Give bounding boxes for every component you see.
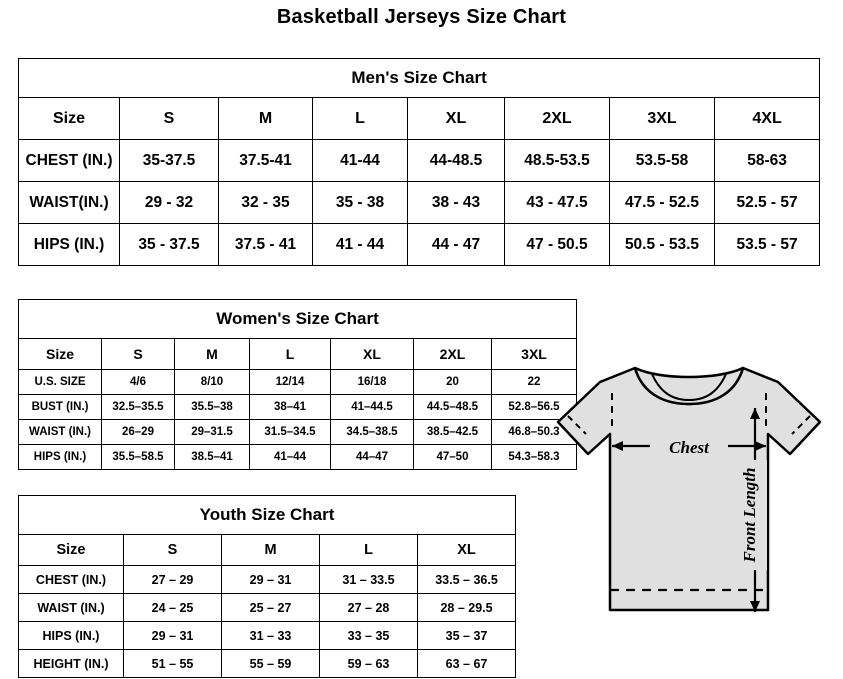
cell-waist-m: 32 - 35 — [219, 182, 313, 224]
cell-waist-s: 26–29 — [102, 420, 175, 445]
cell-hips-m: 37.5 - 41 — [219, 224, 313, 266]
row-label-waist: WAIST (IN.) — [19, 420, 102, 445]
cell-hips-4xl: 53.5 - 57 — [715, 224, 820, 266]
column-header-2xl: 2XL — [505, 98, 610, 140]
row-label-bust: BUST (IN.) — [19, 395, 102, 420]
row-label-height: HEIGHT (IN.) — [19, 650, 124, 678]
cell-waist-m: 29–31.5 — [175, 420, 250, 445]
column-header-size: Size — [19, 535, 124, 566]
column-header-3xl: 3XL — [610, 98, 715, 140]
cell-height-l: 59 – 63 — [320, 650, 418, 678]
column-header-size: Size — [19, 98, 120, 140]
cell-waist-m: 25 – 27 — [222, 594, 320, 622]
cell-bust-l: 38–41 — [250, 395, 331, 420]
cell-bust-2xl: 44.5–48.5 — [414, 395, 492, 420]
row-label-waist: WAIST(IN.) — [19, 182, 120, 224]
cell-hips-l: 33 – 35 — [320, 622, 418, 650]
cell-chest-2xl: 48.5-53.5 — [505, 140, 610, 182]
cell-waist-xl: 38 - 43 — [408, 182, 505, 224]
cell-height-xl: 63 – 67 — [418, 650, 516, 678]
page-title: Basketball Jerseys Size Chart — [276, 6, 567, 28]
cell-hips-s: 35 - 37.5 — [120, 224, 219, 266]
cell-us-size-xl: 16/18 — [331, 370, 414, 395]
table-title-row — [19, 496, 516, 535]
cell-waist-l: 31.5–34.5 — [250, 420, 331, 445]
row-label-us-size: U.S. SIZE — [19, 370, 102, 395]
cell-waist-2xl: 43 - 47.5 — [505, 182, 610, 224]
cell-hips-3xl: 54.3–58.3 — [492, 445, 577, 470]
table-title-row — [19, 300, 577, 339]
column-header-l: L — [250, 339, 331, 370]
cell-us-size-2xl: 20 — [414, 370, 492, 395]
cell-waist-s: 24 – 25 — [124, 594, 222, 622]
cell-bust-s: 32.5–35.5 — [102, 395, 175, 420]
column-header-m: M — [175, 339, 250, 370]
cell-hips-m: 38.5–41 — [175, 445, 250, 470]
cell-waist-2xl: 38.5–42.5 — [414, 420, 492, 445]
column-header-m: M — [219, 98, 313, 140]
table-header-row — [19, 339, 577, 370]
table-row — [19, 182, 820, 224]
cell-waist-l: 35 - 38 — [313, 182, 408, 224]
table-row — [19, 566, 516, 594]
cell-chest-xl: 33.5 – 36.5 — [418, 566, 516, 594]
column-header-l: L — [313, 98, 408, 140]
column-header-3xl: 3XL — [492, 339, 577, 370]
cell-hips-m: 31 – 33 — [222, 622, 320, 650]
column-header-xl: XL — [408, 98, 505, 140]
cell-waist-xl: 28 – 29.5 — [418, 594, 516, 622]
cell-chest-m: 29 – 31 — [222, 566, 320, 594]
column-header-s: S — [124, 535, 222, 566]
table-title-row — [19, 59, 820, 98]
cell-waist-s: 29 - 32 — [120, 182, 219, 224]
column-header-s: S — [102, 339, 175, 370]
column-header-xl: XL — [418, 535, 516, 566]
front-length-label: Front Length — [740, 467, 759, 563]
cell-hips-xl: 35 – 37 — [418, 622, 516, 650]
table-row — [19, 622, 516, 650]
table-row — [19, 395, 577, 420]
row-label-waist: WAIST (IN.) — [19, 594, 124, 622]
womens-chart-title: Women's Size Chart — [19, 300, 577, 339]
column-header-l: L — [320, 535, 418, 566]
youth-size-chart-table — [18, 495, 516, 678]
table-row — [19, 420, 577, 445]
cell-bust-xl: 41–44.5 — [331, 395, 414, 420]
table-row — [19, 594, 516, 622]
table-header-row — [19, 98, 820, 140]
cell-us-size-3xl: 22 — [492, 370, 577, 395]
cell-height-s: 51 – 55 — [124, 650, 222, 678]
row-label-hips: HIPS (IN.) — [19, 224, 120, 266]
table-row — [19, 370, 577, 395]
cell-chest-4xl: 58-63 — [715, 140, 820, 182]
column-header-4xl: 4XL — [715, 98, 820, 140]
cell-hips-s: 29 – 31 — [124, 622, 222, 650]
cell-waist-xl: 34.5–38.5 — [331, 420, 414, 445]
cell-chest-xl: 44-48.5 — [408, 140, 505, 182]
chest-label: Chest — [669, 438, 709, 457]
jersey-measurement-diagram — [540, 330, 840, 670]
cell-bust-m: 35.5–38 — [175, 395, 250, 420]
cell-us-size-l: 12/14 — [250, 370, 331, 395]
table-header-row — [19, 535, 516, 566]
cell-hips-xl: 44 - 47 — [408, 224, 505, 266]
cell-bust-3xl: 52.8–56.5 — [492, 395, 577, 420]
cell-hips-l: 41 - 44 — [313, 224, 408, 266]
row-label-chest: CHEST (IN.) — [19, 140, 120, 182]
column-header-2xl: 2XL — [414, 339, 492, 370]
table-row — [19, 140, 820, 182]
cell-waist-4xl: 52.5 - 57 — [715, 182, 820, 224]
cell-chest-3xl: 53.5-58 — [610, 140, 715, 182]
cell-hips-s: 35.5–58.5 — [102, 445, 175, 470]
cell-hips-xl: 44–47 — [331, 445, 414, 470]
jersey-outline-shape — [558, 368, 820, 610]
cell-height-m: 55 – 59 — [222, 650, 320, 678]
cell-hips-3xl: 50.5 - 53.5 — [610, 224, 715, 266]
table-row — [19, 650, 516, 678]
cell-us-size-m: 8/10 — [175, 370, 250, 395]
cell-hips-l: 41–44 — [250, 445, 331, 470]
cell-chest-m: 37.5-41 — [219, 140, 313, 182]
cell-chest-l: 31 – 33.5 — [320, 566, 418, 594]
cell-waist-3xl: 47.5 - 52.5 — [610, 182, 715, 224]
womens-size-chart-table — [18, 299, 577, 470]
row-label-hips: HIPS (IN.) — [19, 622, 124, 650]
cell-chest-s: 27 – 29 — [124, 566, 222, 594]
column-header-s: S — [120, 98, 219, 140]
cell-waist-l: 27 – 28 — [320, 594, 418, 622]
cell-hips-2xl: 47–50 — [414, 445, 492, 470]
row-label-hips: HIPS (IN.) — [19, 445, 102, 470]
column-header-xl: XL — [331, 339, 414, 370]
cell-chest-l: 41-44 — [313, 140, 408, 182]
youth-chart-title: Youth Size Chart — [19, 496, 516, 535]
cell-hips-2xl: 47 - 50.5 — [505, 224, 610, 266]
cell-waist-3xl: 46.8–50.3 — [492, 420, 577, 445]
table-row — [19, 445, 577, 470]
mens-size-chart-table — [18, 58, 820, 266]
mens-chart-title: Men's Size Chart — [19, 59, 820, 98]
cell-chest-s: 35-37.5 — [120, 140, 219, 182]
row-label-chest: CHEST (IN.) — [19, 566, 124, 594]
cell-us-size-s: 4/6 — [102, 370, 175, 395]
column-header-m: M — [222, 535, 320, 566]
column-header-size: Size — [19, 339, 102, 370]
table-row — [19, 224, 820, 266]
